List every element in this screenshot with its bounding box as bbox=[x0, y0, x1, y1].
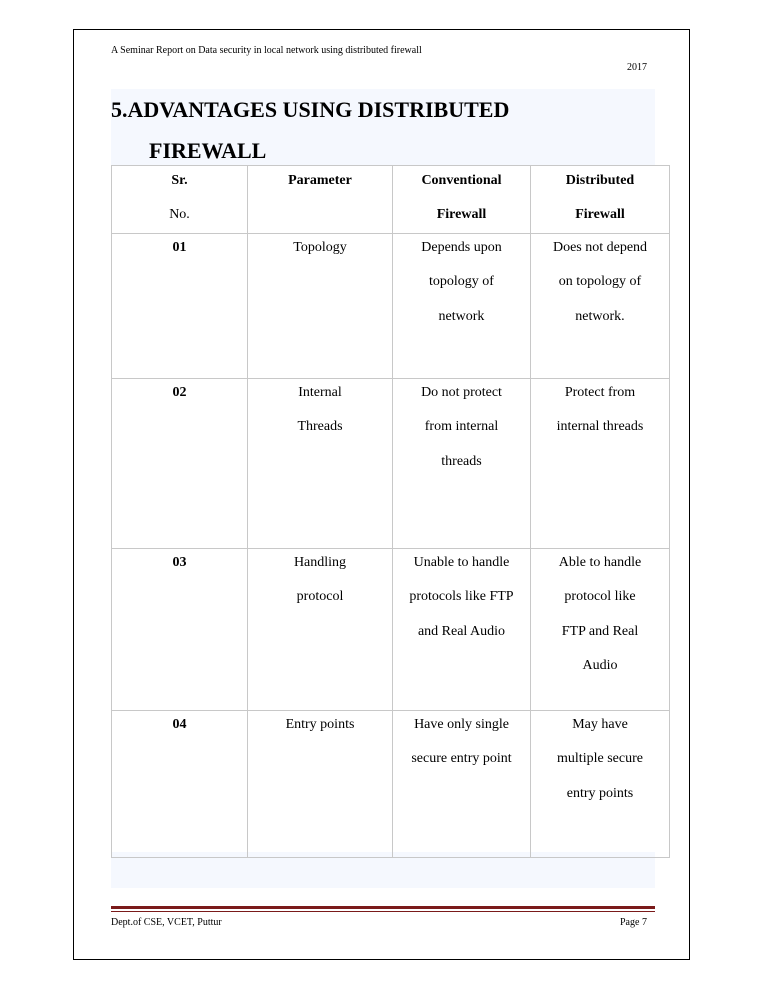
table-row bbox=[112, 548, 670, 710]
cell-sr: 03 bbox=[112, 548, 248, 710]
header-title: A Seminar Report on Data security in local network using distributed firewall bbox=[111, 45, 422, 56]
cell-parameter: Entry points bbox=[248, 710, 393, 857]
table-row bbox=[112, 378, 670, 548]
section-heading bbox=[111, 89, 509, 171]
cell-sr: 01 bbox=[112, 233, 248, 378]
cell-distributed: Protect from internal threads bbox=[531, 378, 670, 548]
cell-conventional: Do not protect from internal threads bbox=[393, 378, 531, 548]
table-header-row bbox=[112, 166, 670, 234]
heading-line-2: FIREWALL bbox=[149, 138, 267, 163]
cell-conventional: Unable to handle protocols like FTP and Real Audio bbox=[393, 548, 531, 710]
header-sr-no: Sr. No. bbox=[112, 166, 248, 234]
cell-distributed: Does not depend on topology of network. bbox=[531, 233, 670, 378]
comparison-table bbox=[111, 165, 670, 858]
cell-distributed: May have multiple secure entry points bbox=[531, 710, 670, 857]
cell-parameter: Internal Threads bbox=[248, 378, 393, 548]
table-row bbox=[112, 233, 670, 378]
footer-rule-thin bbox=[111, 911, 655, 912]
cell-conventional: Have only single secure entry point bbox=[393, 710, 531, 857]
header-parameter: Parameter bbox=[248, 166, 393, 234]
cell-sr: 04 bbox=[112, 710, 248, 857]
header-year: 2017 bbox=[627, 62, 647, 73]
cell-sr: 02 bbox=[112, 378, 248, 548]
header-conventional: Conventional Firewall bbox=[393, 166, 531, 234]
cell-distributed: Able to handle protocol like FTP and Real Audio bbox=[531, 548, 670, 710]
footer-dept: Dept.of CSE, VCET, Puttur bbox=[111, 917, 222, 928]
heading-line-1: 5.ADVANTAGES USING DISTRIBUTED bbox=[111, 97, 510, 122]
cell-conventional: Depends upon topology of network bbox=[393, 233, 531, 378]
cell-parameter: Topology bbox=[248, 233, 393, 378]
footer-rule-thick bbox=[111, 906, 655, 909]
cell-parameter: Handling protocol bbox=[248, 548, 393, 710]
table-row bbox=[112, 710, 670, 857]
footer-page-number: Page 7 bbox=[620, 917, 647, 928]
header-distributed: Distributed Firewall bbox=[531, 166, 670, 234]
